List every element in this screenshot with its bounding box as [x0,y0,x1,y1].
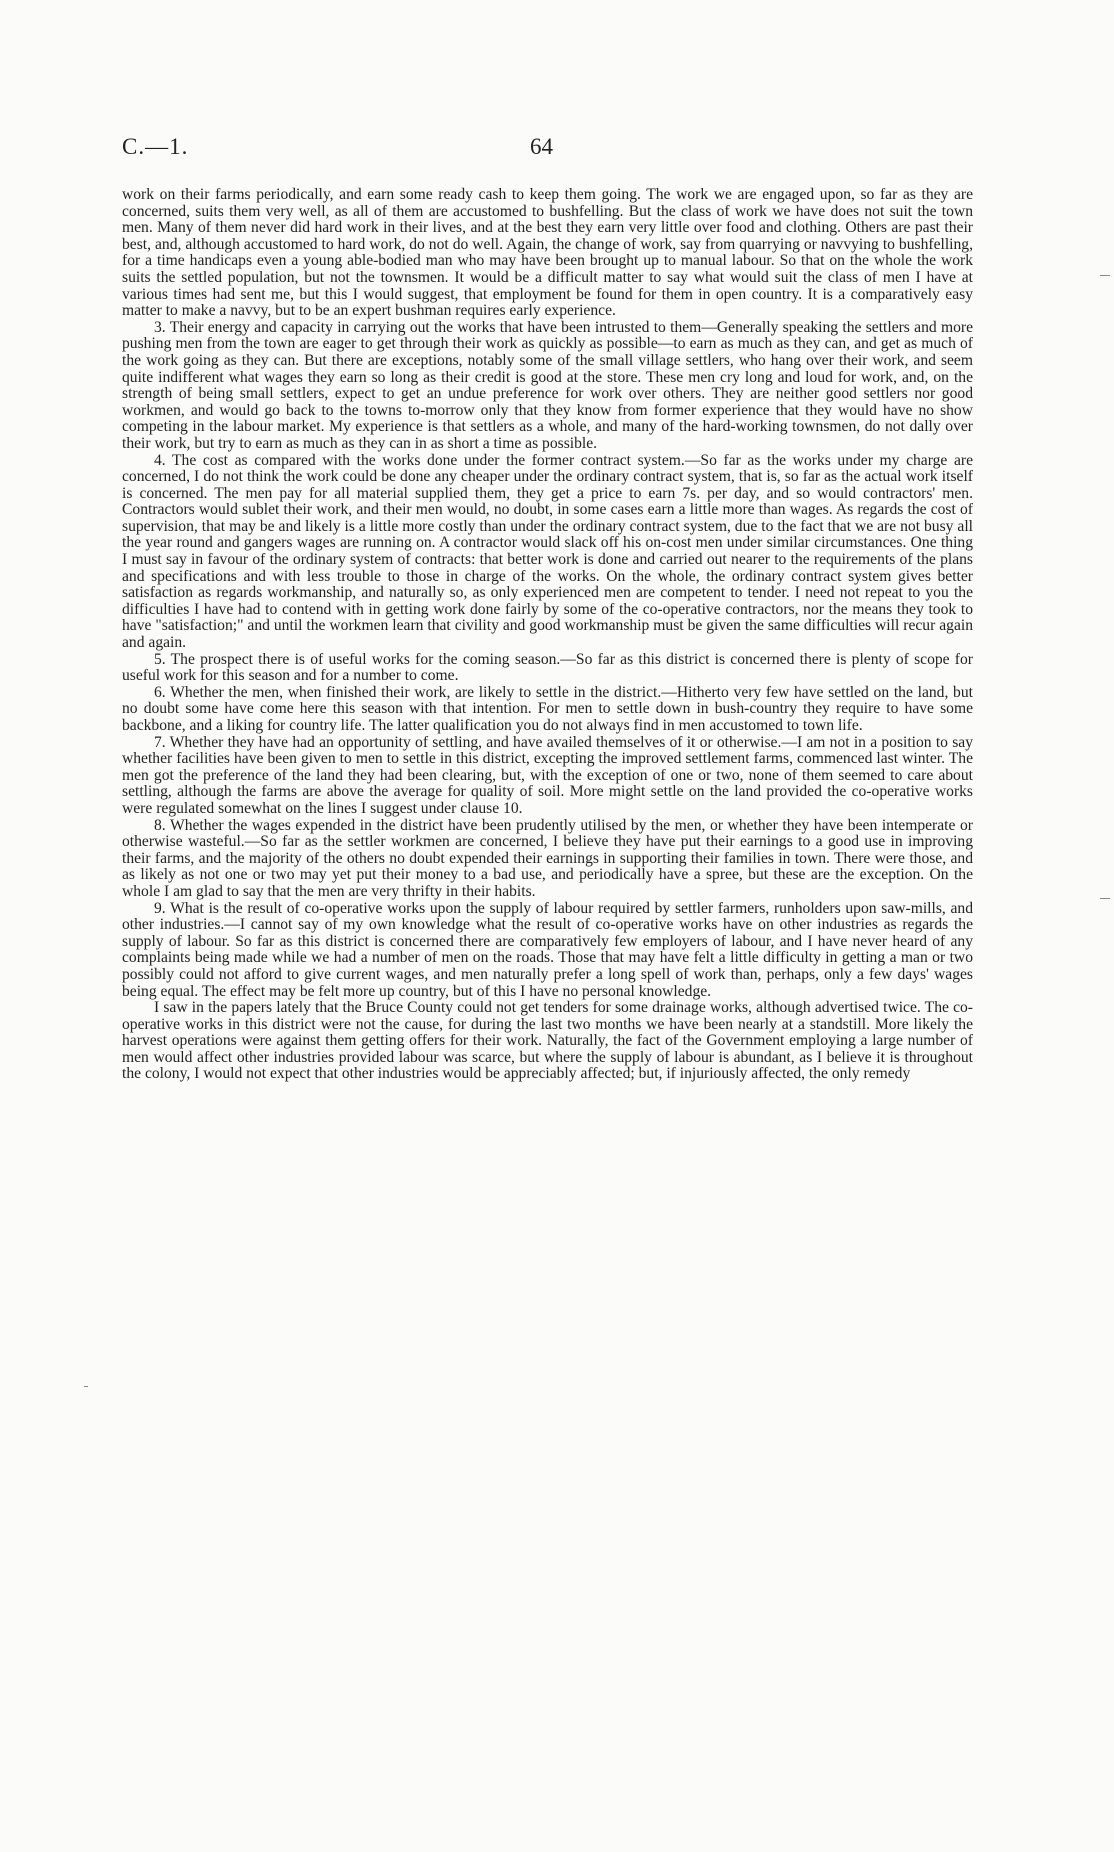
paragraph-opportunity-settling: 7. Whether they have had an opportunity of settling, and have availed themselves of it or otherwise.—I am not in a position to say whether facilities have been given to men to settle in this district, excepting the improved settlement farms, commenced last winter. The men got the preference of the land they had been clearing, but, with the exception of one or two, none of them seemed to care about settling, although the farms are above the average for quality of soil. More might settle on the land provided the co-operative works were regulated somewhat on the lines I suggest under clause 10. [122,733,973,817]
body-text [122,187,973,1083]
document-code: C.—1. [122,134,189,159]
paragraph-continuation: work on their farms periodically, and earn some ready cash to keep them going. The work we are engaged upon, so far as they are concerned, suits them very well, as all of them are accustomed to bushfelling. But the class of work we have does not suit the town men. Many of them never did hard work in their lives, and at the best they earn very little over food and clothing. Others are past their best, and, although accustomed to hard work, do not do well. Again, the change of work, say from quarrying or navvying to bushfelling, for a time handicaps even a young able-bodied man who may have been brought up to manual labour. So that on the whole the work suits the settled population, but not the townsmen. It would be a difficult matter to say what would suit the class of men I have at various times had sent me, but this I would suggest, that employment be found for them in open country. It is a comparatively easy matter to make a navvy, but to be an expert bushman requires early experience. [122,186,973,320]
paragraph-energy-capacity: 3. Their energy and capacity in carrying out the works that have been intrusted to them—Generally speaking the settlers and more pushing men from the town are eager to get through their work as quickly as possible—to earn as much as they can, and get as much of the work going as they can. But there are exceptions, notably some of the small village settlers, who hang over their work, and seem quite indifferent what wages they earn so long as their credit is good at the store. These men cry long and loud for work, and, on the strength of being small settlers, expect to get an undue preference for work over others. They are neither good settlers nor good workmen, and would go back to the towns to-morrow only that they know from former experience that they would have no show competing in the labour market. My experience is that settlers as a whole, and many of the hard-working townsmen, do not dally over their work, but try to earn as much as they can in as short a time as possible. [122,318,973,452]
margin-mark [1100,275,1110,276]
paragraph-prospect: 5. The prospect there is of useful works for the coming season.—So far as this district is concerned there is plenty of scope for useful work for this season and for a number to come. [122,650,973,685]
paragraph-settle-district: 6. Whether the men, when finished their work, are likely to settle in the district.—Hitherto very few have settled on the land, but no doubt some have come here this season with that intention. For men to settle down in bush-country they require to have some backbone, and a liking for country life. The latter qualification you do not always find in men accustomed to town life. [122,683,973,734]
paragraph-cost-comparison: 4. The cost as compared with the works done under the former contract system.—So far as the works under my charge are concerned, I do not think the work could be done any cheaper under the ordinary contract system, that is, so far as the actual work itself is concerned. The men pay for all material supplied them, they get a price to earn 7s. per day, and so would contractors' men. Contractors would sublet their work, and their men would, no doubt, in some cases earn a little more than wages. As regards the cost of supervision, that may be and likely is a little more costly than under the ordinary contract system, due to the fact that we are not busy all the year round and gangers wages are running on. A contractor would slack off his on-cost men under similar circumstances. One thing I must say in favour of the ordinary system of contracts: that better work is done and carried out nearer to the requirements of the plans and specifications and with less trouble to those in charge of the works. On the whole, the ordinary contract system gives better satisfaction as regards workmanship, and naturally so, as only experienced men are competent to tender. I need not repeat to you the difficulties I have had to contend with in getting work done fairly by some of the co-operative contractors, nor the means they took to have "satisfaction;" and until the workmen learn that civility and good workmanship must be given the same difficulties will recur again and again. [122,451,973,652]
paragraph-labour-supply: 9. What is the result of co-operative works upon the supply of labour required by settler farmers, runholders upon saw-mills, and other industries.—I cannot say of my own knowledge what the result of co-operative works have on other industries as regards the supply of labour. So far as this district is concerned there are comparatively few employers of labour, and I have never heard of any complaints being made while we had a number of men on the roads. Those that may have felt a little difficulty in getting a man or two possibly could not afford to give current wages, and men naturally prefer a long spell of work than, perhaps, only a few days' wages being equal. The effect may be felt more up country, but of this I have no personal knowledge. [122,899,973,1000]
paragraph-wages-expended: 8. Whether the wages expended in the district have been prudently utilised by the men, or whether they have been intemperate or otherwise wasteful.—So far as the settler workmen are concerned, I believe they have put their earnings to a good use in improving their farms, and the majority of the others no doubt expended their earnings in supporting their families in town. There were those, and as likely as not one or two may yet put their money to a bad use, and periodically have a spree, but these are the exception. On the whole I am glad to say that the men are very thrifty in their habits. [122,816,973,900]
page-header [122,134,982,170]
page-number: 64 [530,134,553,159]
margin-mark [84,1386,88,1387]
paragraph-bruce-county: I saw in the papers lately that the Bruce County could not get tenders for some drainage works, although advertised twice. The co-operative works in this district were not the cause, for during the last two months we have been nearly at a standstill. More likely the harvest operations were against them getting offers for their work. Naturally, the fact of the Government employing a large number of men would affect other industries provided labour was scarce, but where the supply of labour is abundant, as I believe it is throughout the colony, I would not expect that other industries would be appreciably affected; but, if injuriously affected, the only remedy [122,999,973,1083]
margin-mark [1100,898,1110,899]
